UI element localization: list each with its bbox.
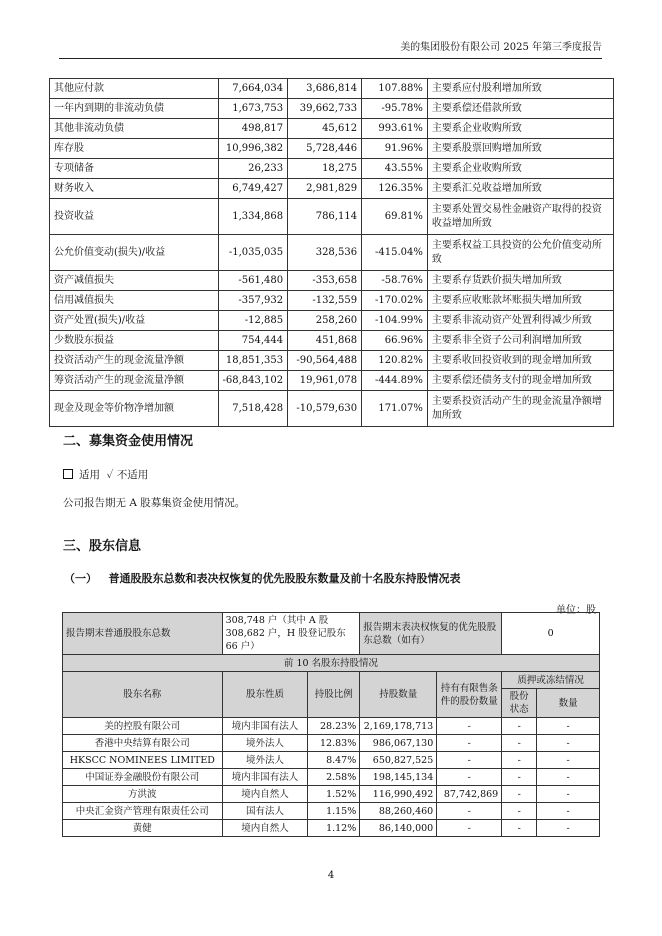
- shareholder-row: [63, 752, 600, 769]
- shareholder-nature: 境内非国有法人: [222, 769, 308, 786]
- reason-cell: 主要系企业收购所致: [427, 159, 613, 179]
- header-name: 股东名称: [63, 672, 223, 718]
- pledge-amount: -: [537, 718, 600, 735]
- previous-cell: -90,564,488: [288, 351, 362, 371]
- change-cell: 66.96%: [362, 331, 428, 351]
- reason-cell: 主要系股票回购增加所致: [427, 139, 613, 159]
- header-amount: 数量: [537, 689, 600, 718]
- shareholder-nature: 国有法人: [222, 803, 308, 820]
- previous-cell: -132,559: [288, 291, 362, 311]
- pledge-amount: -: [537, 803, 600, 820]
- pledge-status: -: [502, 820, 537, 837]
- pledge-status: -: [502, 786, 537, 803]
- change-cell: -444.89%: [362, 371, 428, 391]
- fundraising-statement: 公司报告期无 A 股募集资金使用情况。: [63, 497, 246, 509]
- subsection-number: （一）: [64, 572, 97, 585]
- item-cell: 库存股: [50, 139, 219, 159]
- shareholder-nature: 境内自然人: [222, 820, 308, 837]
- pref-holders-label: 报告期末表决权恢复的优先股股东总数（如有）: [360, 613, 502, 655]
- pref-holders-value: 0: [502, 613, 600, 655]
- shareholder-quantity: 986,067,130: [360, 735, 437, 752]
- reason-cell: 主要系权益工具投资的公允价值变动所致: [427, 235, 613, 271]
- current-cell: 7,518,428: [218, 391, 288, 427]
- subsection-title: [64, 570, 461, 586]
- changes-row: [50, 139, 614, 159]
- shareholder-ratio: 12.83%: [308, 735, 360, 752]
- changes-row: [50, 351, 614, 371]
- current-cell: -1,035,035: [218, 235, 288, 271]
- current-cell: 754,444: [218, 331, 288, 351]
- shareholder-restricted: -: [437, 803, 502, 820]
- current-cell: 7,664,034: [218, 79, 288, 99]
- shareholder-name: HKSCC NOMINEES LIMITED: [63, 752, 223, 769]
- previous-cell: 451,868: [288, 331, 362, 351]
- unit-label: 单位：股: [556, 605, 596, 616]
- reason-cell: 主要系处置交易性金融资产取得的投资收益增加所致: [427, 199, 613, 235]
- changes-row: [50, 291, 614, 311]
- not-applicable-label: 不适用: [116, 469, 149, 481]
- shareholder-nature: 境内非国有法人: [222, 718, 308, 735]
- shareholder-quantity: 650,827,525: [360, 752, 437, 769]
- previous-cell: -353,658: [288, 271, 362, 291]
- item-cell: 公允价值变动(损失)/收益: [50, 235, 219, 271]
- item-cell: 专项储备: [50, 159, 219, 179]
- header-restricted: 持有有限售条件的股份数量: [437, 672, 502, 718]
- changes-row: [50, 159, 614, 179]
- change-cell: 993.61%: [362, 119, 428, 139]
- pledge-status: -: [502, 718, 537, 735]
- current-cell: 1,673,753: [218, 99, 288, 119]
- current-cell: 10,996,382: [218, 139, 288, 159]
- changes-row: [50, 271, 614, 291]
- previous-cell: 39,662,733: [288, 99, 362, 119]
- reason-cell: 主要系汇兑收益增加所致: [427, 179, 613, 199]
- change-cell: 91.96%: [362, 139, 428, 159]
- header-nature: 股东性质: [222, 672, 308, 718]
- reason-cell: 主要系企业收购所致: [427, 119, 613, 139]
- current-cell: -357,932: [218, 291, 288, 311]
- shareholder-restricted: -: [437, 820, 502, 837]
- pledge-amount: -: [537, 769, 600, 786]
- changes-row: [50, 179, 614, 199]
- shareholder-row: [63, 786, 600, 803]
- shareholder-name: 中国证券金融股份有限公司: [63, 769, 223, 786]
- shareholder-table: [62, 612, 600, 837]
- shareholder-ratio: 1.12%: [308, 820, 360, 837]
- total-holders-label: 报告期末普通股股东总数: [63, 613, 223, 655]
- page-number: 4: [327, 870, 335, 881]
- shareholder-row: [63, 803, 600, 820]
- section-title-fundraising: 二、募集资金使用情况: [63, 434, 194, 449]
- previous-cell: 18,275: [288, 159, 362, 179]
- previous-cell: 2,981,829: [288, 179, 362, 199]
- reason-cell: 主要系存货跌价损失增加所致: [427, 271, 613, 291]
- reason-cell: 主要系应付股利增加所致: [427, 79, 613, 99]
- header-status: 股份状态: [502, 689, 537, 718]
- top10-title: 前 10 名股东持股情况: [63, 655, 600, 672]
- shareholder-row: [63, 718, 600, 735]
- change-cell: -58.76%: [362, 271, 428, 291]
- previous-cell: 3,686,814: [288, 79, 362, 99]
- current-cell: -12,885: [218, 311, 288, 331]
- changes-row: [50, 311, 614, 331]
- shareholder-name: 美的控股有限公司: [63, 718, 223, 735]
- reason-cell: 主要系非全资子公司利润增加所致: [427, 331, 613, 351]
- shareholder-ratio: 8.47%: [308, 752, 360, 769]
- shareholder-ratio: 1.15%: [308, 803, 360, 820]
- current-cell: -561,480: [218, 271, 288, 291]
- change-cell: 43.55%: [362, 159, 428, 179]
- previous-cell: 258,260: [288, 311, 362, 331]
- check-mark-icon: ✓: [106, 469, 114, 481]
- reason-cell: 主要系应收账款坏账损失增加所致: [427, 291, 613, 311]
- pledge-status: -: [502, 752, 537, 769]
- changes-row: [50, 235, 614, 271]
- item-cell: 投资活动产生的现金流量净额: [50, 351, 219, 371]
- change-cell: 69.81%: [362, 199, 428, 235]
- reason-cell: 主要系偿还债务支付的现金增加所致: [427, 371, 613, 391]
- shareholder-quantity: 198,145,134: [360, 769, 437, 786]
- shareholder-row: [63, 735, 600, 752]
- change-cell: 107.88%: [362, 79, 428, 99]
- item-cell: 信用减值损失: [50, 291, 219, 311]
- item-cell: 筹资活动产生的现金流量净额: [50, 371, 219, 391]
- header-ratio: 持股比例: [308, 672, 360, 718]
- item-cell: 一年内到期的非流动负债: [50, 99, 219, 119]
- item-cell: 少数股东损益: [50, 331, 219, 351]
- shareholder-restricted: -: [437, 718, 502, 735]
- subsection-text: 普通股股东总数和表决权恢复的优先股股东数量及前十名股东持股情况表: [108, 572, 461, 585]
- shareholder-restricted: -: [437, 769, 502, 786]
- current-cell: 26,233: [218, 159, 288, 179]
- change-cell: 126.35%: [362, 179, 428, 199]
- current-cell: 498,817: [218, 119, 288, 139]
- current-cell: -68,843,102: [218, 371, 288, 391]
- current-cell: 18,851,353: [218, 351, 288, 371]
- applicable-checkbox: [63, 469, 73, 479]
- reason-cell: 主要系收回投资收到的现金增加所致: [427, 351, 613, 371]
- total-holders-value: 308,748 户（其中 A 股 308,682 户，H 股登记股东 66 户）: [222, 613, 360, 655]
- previous-cell: -10,579,630: [288, 391, 362, 427]
- pledge-amount: -: [537, 752, 600, 769]
- shareholder-nature: 境外法人: [222, 752, 308, 769]
- previous-cell: 5,728,446: [288, 139, 362, 159]
- header-quantity: 持股数量: [360, 672, 437, 718]
- page-header-title: 美的集团股份有限公司 2025 年第三季度报告: [400, 42, 602, 53]
- changes-row: [50, 119, 614, 139]
- shareholder-ratio: 1.52%: [308, 786, 360, 803]
- changes-row: [50, 99, 614, 119]
- item-cell: 财务收入: [50, 179, 219, 199]
- pledge-amount: -: [537, 786, 600, 803]
- pledge-status: -: [502, 803, 537, 820]
- changes-row: [50, 331, 614, 351]
- change-cell: -415.04%: [362, 235, 428, 271]
- changes-table: [49, 78, 614, 427]
- change-cell: 120.82%: [362, 351, 428, 371]
- shareholder-name: 黄健: [63, 820, 223, 837]
- section-title-shareholders: 三、股东信息: [63, 539, 142, 554]
- header-divider: [59, 58, 602, 59]
- shareholder-row: [63, 769, 600, 786]
- shareholder-nature: 境外法人: [222, 735, 308, 752]
- shareholder-ratio: 28.23%: [308, 718, 360, 735]
- changes-row: [50, 79, 614, 99]
- changes-row: [50, 199, 614, 235]
- change-cell: -104.99%: [362, 311, 428, 331]
- shareholder-name: 香港中央结算有限公司: [63, 735, 223, 752]
- item-cell: 现金及现金等价物净增加额: [50, 391, 219, 427]
- shareholder-restricted: -: [437, 735, 502, 752]
- shareholder-restricted: 87,742,869: [437, 786, 502, 803]
- previous-cell: 786,114: [288, 199, 362, 235]
- change-cell: -95.78%: [362, 99, 428, 119]
- pledge-amount: -: [537, 735, 600, 752]
- current-cell: 1,334,868: [218, 199, 288, 235]
- item-cell: 投资收益: [50, 199, 219, 235]
- header-pledge: 质押或冻结情况: [502, 672, 600, 689]
- item-cell: 资产处置(损失)/收益: [50, 311, 219, 331]
- reason-cell: 主要系偿还借款所致: [427, 99, 613, 119]
- item-cell: 资产减值损失: [50, 271, 219, 291]
- shareholder-nature: 境内自然人: [222, 786, 308, 803]
- current-cell: 6,749,427: [218, 179, 288, 199]
- shareholder-quantity: 86,140,000: [360, 820, 437, 837]
- pledge-status: -: [502, 735, 537, 752]
- previous-cell: 19,961,078: [288, 371, 362, 391]
- previous-cell: 45,612: [288, 119, 362, 139]
- shareholder-row: [63, 820, 600, 837]
- applicability-line: [63, 467, 148, 482]
- pledge-amount: -: [537, 820, 600, 837]
- change-cell: 171.07%: [362, 391, 428, 427]
- change-cell: -170.02%: [362, 291, 428, 311]
- item-cell: 其他应付款: [50, 79, 219, 99]
- shareholder-quantity: 116,990,492: [360, 786, 437, 803]
- shareholder-quantity: 88,260,460: [360, 803, 437, 820]
- reason-cell: 主要系投资活动产生的现金流量净额增加所致: [427, 391, 613, 427]
- pledge-status: -: [502, 769, 537, 786]
- shareholder-name: 中央汇金资产管理有限责任公司: [63, 803, 223, 820]
- shareholder-name: 方洪波: [63, 786, 223, 803]
- applicable-label: 适用: [79, 469, 100, 481]
- shareholder-ratio: 2.58%: [308, 769, 360, 786]
- shareholder-quantity: 2,169,178,713: [360, 718, 437, 735]
- previous-cell: 328,536: [288, 235, 362, 271]
- changes-row: [50, 371, 614, 391]
- item-cell: 其他非流动负债: [50, 119, 219, 139]
- shareholder-restricted: -: [437, 752, 502, 769]
- reason-cell: 主要系非流动资产处置利得减少所致: [427, 311, 613, 331]
- changes-row: [50, 391, 614, 427]
